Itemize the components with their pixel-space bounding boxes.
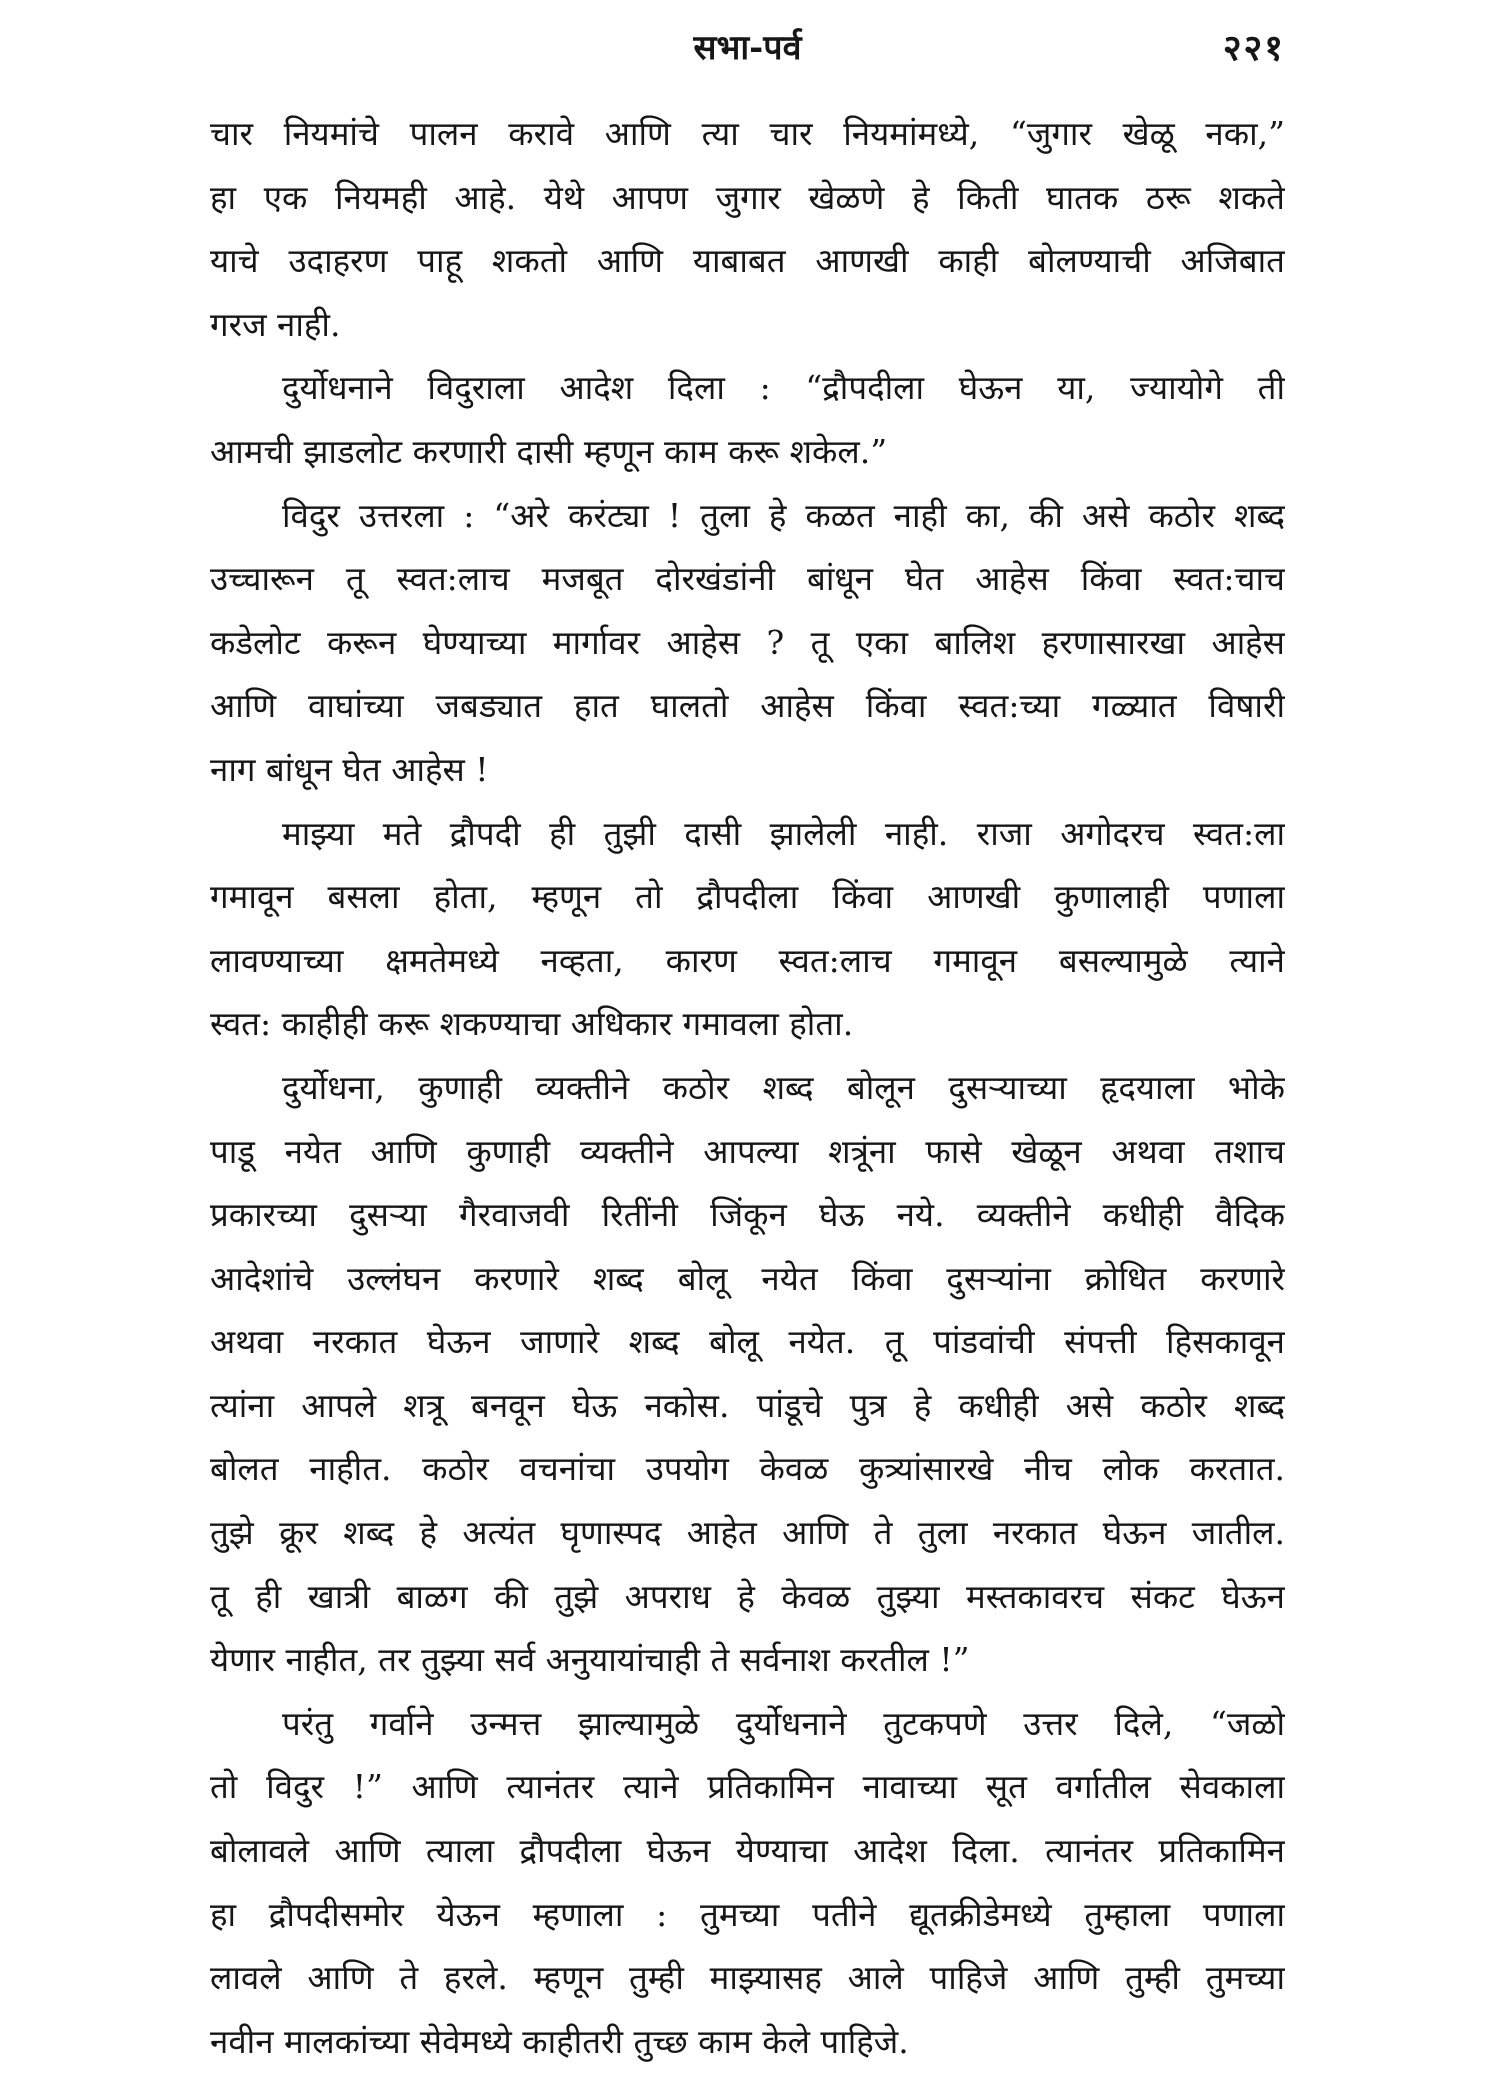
- text-line: आदेशांचे उल्लंघन करणारे शब्द बोलू नयेत किंवा दुसऱ्यांना क्रोधित करणारे: [210, 1258, 1285, 1298]
- text-line: नवीन मालकांच्या सेवेमध्ये काहीतरी तुच्छ काम केले पाहिजे.: [210, 2021, 909, 2061]
- text-line: आणि वाघांच्या जबड्यात हात घालतो आहेस किंवा स्वत:च्या गळ्यात विषारी: [210, 686, 1285, 726]
- text-line: लावले आणि ते हरले. म्हणून तुम्ही माझ्यासह आले पाहिजे आणि तुम्ही तुमच्या: [210, 1958, 1285, 1998]
- text-line: उच्चारून तू स्वत:लाच मजबूत दोरखंडांनी बांधून घेत आहेस किंवा स्वत:चाच: [210, 559, 1285, 599]
- paragraph-first-line: विदुर उत्तरला : “अरे करंट्या ! तुला हे कळत नाही का, की असे कठोर शब्द: [282, 495, 1285, 535]
- text-line: त्यांना आपले शत्रू बनवून घेऊ नकोस. पांडूचे पुत्र हे कधीही असे कठोर शब्द: [210, 1385, 1285, 1425]
- page-number: २२१: [1222, 27, 1285, 69]
- text-line: कडेलोट करून घेण्याच्या मार्गावर आहेस ? तू एका बालिश हरणासारखा आहेस: [210, 622, 1285, 662]
- text-line: बोलावले आणि त्याला द्रौपदीला घेऊन येण्याचा आदेश दिला. त्यानंतर प्रतिकामिन: [210, 1831, 1285, 1871]
- text-line: पाडू नयेत आणि कुणाही व्यक्तीने आपल्या शत्रूंना फासे खेळून अथवा तशाच: [210, 1131, 1285, 1171]
- section-title: सभा-पर्व: [693, 28, 802, 68]
- text-line: प्रकारच्या दुसऱ्या गैरवाजवी रितींनी जिंकून घेऊ नये. व्यक्तीने कधीही वैदिक: [210, 1195, 1285, 1235]
- text-line: लावण्याच्या क्षमतेमध्ये नव्हता, कारण स्वत:लाच गमावून बसल्यामुळे त्याने: [210, 940, 1285, 980]
- text-line: हा एक नियमही आहे. येथे आपण जुगार खेळणे हे किती घातक ठरू शकते: [210, 177, 1285, 217]
- running-header: [210, 18, 1285, 78]
- text-line: तो विदुर !” आणि त्यानंतर त्याने प्रतिकामिन नावाच्या सूत वर्गातील सेवकाला: [210, 1767, 1285, 1807]
- text-line: अथवा नरकात घेऊन जाणारे शब्द बोलू नयेत. तू पांडवांची संपत्ती हिसकावून: [210, 1322, 1285, 1362]
- text-line: चार नियमांचे पालन करावे आणि त्या चार नियमांमध्ये, “जुगार खेळू नका,”: [210, 114, 1285, 153]
- paragraph-first-line: दुर्योधना, कुणाही व्यक्तीने कठोर शब्द बोलून दुसऱ्याच्या हृदयाला भोके: [282, 1067, 1285, 1107]
- text-line: गरज नाही.: [210, 304, 341, 344]
- body-text: [210, 102, 1285, 2073]
- paragraph-first-line: परंतु गर्वाने उन्मत्त झाल्यामुळे दुर्योधनाने तुटकपणे उत्तर दिले, “जळो: [282, 1703, 1285, 1743]
- text-line: आमची झाडलोट करणारी दासी म्हणून काम करू शकेल.”: [210, 431, 888, 471]
- text-line: तू ही खात्री बाळग की तुझे अपराध हे केवळ तुझ्या मस्तकावरच संकट घेऊन: [210, 1576, 1285, 1616]
- text-line: तुझे क्रूर शब्द हे अत्यंत घृणास्पद आहेत आणि ते तुला नरकात घेऊन जातील.: [210, 1513, 1285, 1553]
- paragraph-first-line: दुर्योधनाने विदुराला आदेश दिला : “द्रौपदीला घेऊन या, ज्यायोगे ती: [282, 368, 1285, 408]
- text-line: येणार नाहीत, तर तुझ्या सर्व अनुयायांचाही ते सर्वनाश करतील !”: [210, 1640, 970, 1680]
- text-line: याचे उदाहरण पाहू शकतो आणि याबाबत आणखी काही बोलण्याची अजिबात: [210, 241, 1285, 281]
- paragraph-first-line: माझ्या मते द्रौपदी ही तुझी दासी झालेली नाही. राजा अगोदरच स्वत:ला: [282, 813, 1285, 853]
- text-line: स्वत: काहीही करू शकण्याचा अधिकार गमावला होता.: [210, 1004, 854, 1044]
- text-line: हा द्रौपदीसमोर येऊन म्हणाला : तुमच्या पतीने द्यूतक्रीडेमध्ये तुम्हाला पणाला: [210, 1894, 1285, 1934]
- text-line: नाग बांधून घेत आहेस !: [210, 749, 489, 789]
- text-line: बोलत नाहीत. कठोर वचनांचा उपयोग केवळ कुत्र्यांसारखे नीच लोक करतात.: [210, 1449, 1285, 1489]
- text-line: गमावून बसला होता, म्हणून तो द्रौपदीला किंवा आणखी कुणालाही पणाला: [210, 877, 1285, 917]
